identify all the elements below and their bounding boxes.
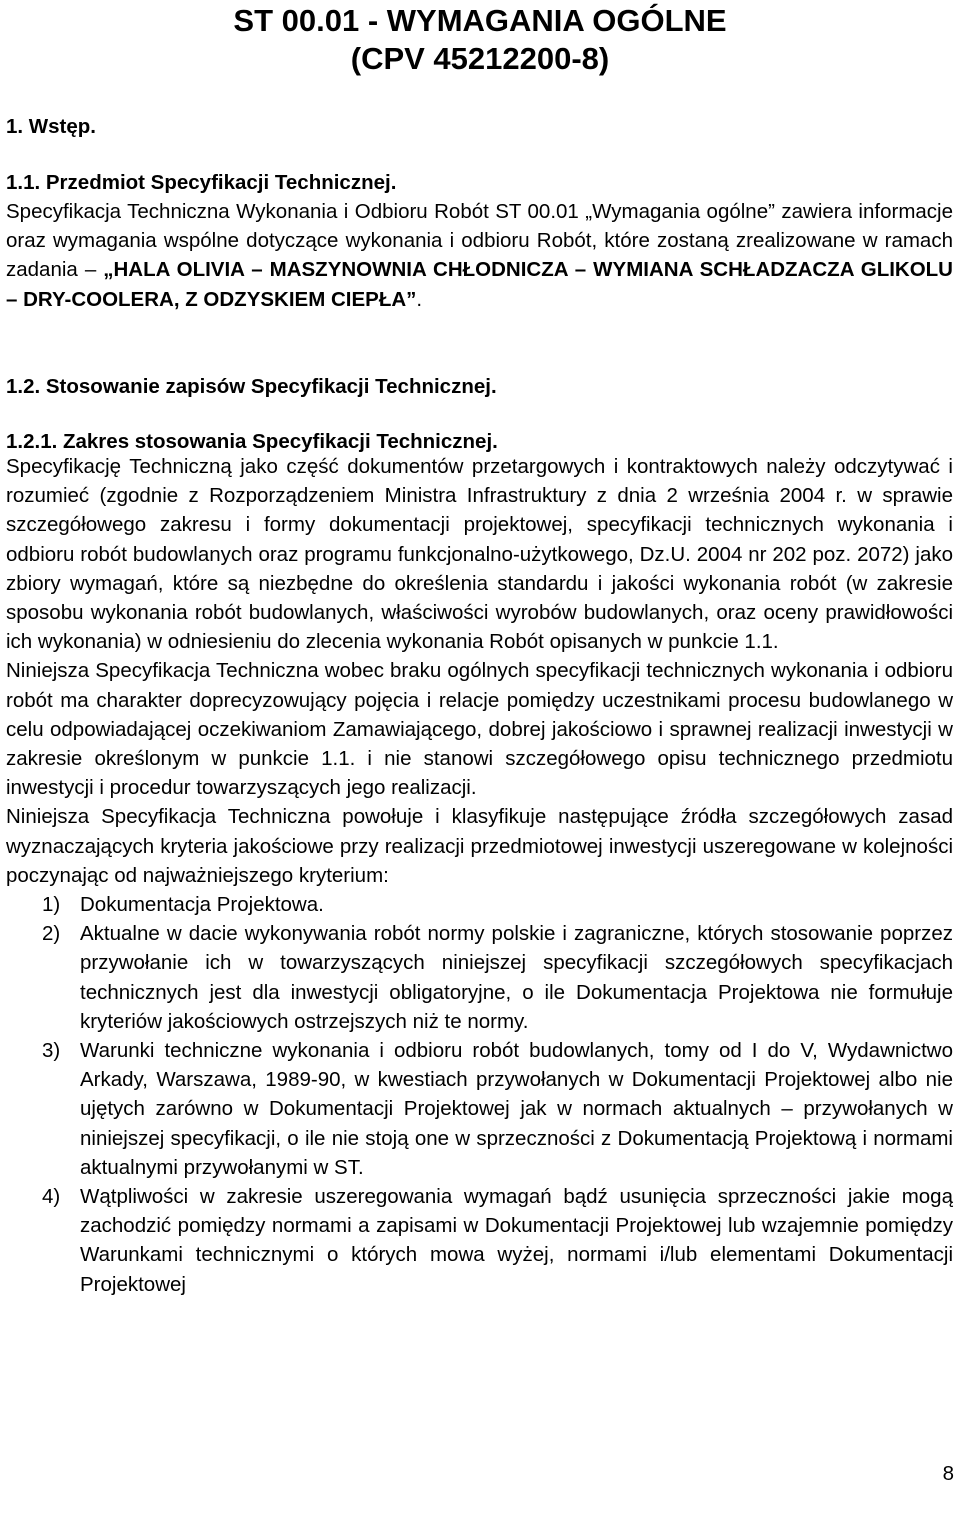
page-number: 8	[942, 1462, 954, 1485]
list-item-text: Warunki techniczne wykonania i odbioru robót budowlanych, tomy od I do V, Wydawnictwo Arkady, Warszawa, 1989-90, w kwestiach przywołanych w Dokumentacji Projektowej albo nie ujętych zarówno w Dokumentacji Projektowej jak w normach aktualnych – przywołanych w niniejszej specyfikacji, o ile nie stoją one w sprzeczności z Dokumentacją Projektową i normami aktualnymi przywołanymi w ST.	[80, 1039, 953, 1179]
section-1-1-paragraph	[6, 197, 953, 314]
list-item	[6, 1036, 953, 1182]
section-1-1-heading: 1.1. Przedmiot Specyfikacji Technicznej.	[6, 171, 397, 194]
list-item	[6, 890, 953, 919]
list-item-number: 2)	[42, 922, 61, 946]
list-item-number: 3)	[42, 1039, 61, 1063]
criteria-list	[6, 890, 953, 1299]
paragraph: Niniejsza Specyfikacja Techniczna powołuje i klasyfikuje następujące źródła szczegółowych zasad wyznaczających kryteria jakościowe przy realizacji przedmiotowej inwestycji uszeregowane w kolejności poczynając od najważniejszego kryterium:	[6, 805, 953, 887]
document-subtitle-cpv: (CPV 45212200-8)	[350, 41, 610, 76]
section-1-1-text: Specyfikacja Techniczna Wykonania i Odbioru Robót ST 00.01 „Wymagania ogólne” zawiera informacje oraz wymagania wspólne dotyczące wykonania i odbioru Robót, które zostaną zrealizowane w ramach zadania –	[6, 200, 953, 282]
section-1-2-1-heading: 1.2.1. Zakres stosowania Specyfikacji Technicznej.	[6, 430, 498, 453]
document-title: ST 00.01 - WYMAGANIA OGÓLNE	[233, 3, 727, 38]
section-1-heading: 1. Wstęp.	[6, 115, 96, 138]
section-1-2-1-body	[6, 452, 953, 1299]
list-item-text: Dokumentacja Projektowa.	[80, 893, 324, 917]
paragraph: Specyfikację Techniczną jako część dokumentów przetargowych i kontraktowych należy odczytywać i rozumieć (zgodnie z Rozporządzeniem Ministra Infrastruktury z dnia 2 września 2004 r. w sprawie szczegółowego zakresu i formy dokumentacji projektowej, specyfikacji technicznych wykonania i odbioru robót budowlanych oraz programu funkcjonalno-użytkowego, Dz.U. 2004 nr 202 poz. 2072) jako zbiory wymagań, które są niezbędne do określenia standardu i jakości wykonania robót (w zakresie sposobu wykonania robót budowlanych, właściwości wyrobów budowlanych, oraz oceny prawidłowości ich wykonania) w odniesieniu do zlecenia wykonania Robót opisanych w punkcie 1.1.	[6, 455, 953, 654]
list-item-text: Wątpliwości w zakresie uszeregowania wymagań bądź usunięcia sprzeczności jakie mogą zachodzić pomiędzy normami a zapisami w Dokumentacji Projektowej lub wzajemnie pomiędzy Warunkami technicznymi o których mowa wyżej, normami i/lub elementami Dokumentacji Projektowej	[80, 1185, 953, 1296]
list-item-text: Aktualne w dacie wykonywania robót normy polskie i zagraniczne, których stosowanie poprzez przywołanie ich w towarzyszących niniejszej specyfikacji szczegółowych specyfikacjach technicznych jest dla inwestycji obligatoryjne, o ile Dokumentacja Projektowa nie formułuje kryteriów jakościowych ostrzejszych niż te normy.	[80, 922, 953, 1033]
list-item	[6, 919, 953, 1036]
section-1-1-text-end: .	[416, 287, 423, 311]
section-1-2-heading: 1.2. Stosowanie zapisów Specyfikacji Technicznej.	[6, 375, 497, 398]
list-item-number: 4)	[42, 1185, 61, 1209]
list-item-number: 1)	[42, 893, 61, 917]
task-name: „HALA OLIVIA – MASZYNOWNIA CHŁODNICZA – WYMIANA SCHŁADZACZA GLIKOLU – DRY-COOLERA, Z ODZYSKIEM CIEPŁA”	[6, 258, 953, 311]
list-item	[6, 1182, 953, 1299]
paragraph: Niniejsza Specyfikacja Techniczna wobec braku ogólnych specyfikacji technicznych wykonania i odbioru robót ma charakter doprecyzowujący pojęcia i relacje pomiędzy uczestnikami procesu budowlanego w celu odpowiadającej oczekiwaniom Zamawiającego, dobrej jakościowo i sprawnej realizacji inwestycji w zakresie określonym w punkcie 1.1. i nie stanowi szczegółowego opisu technicznego przedmiotu inwestycji i procedur towarzyszących jego realizacji.	[6, 659, 953, 800]
